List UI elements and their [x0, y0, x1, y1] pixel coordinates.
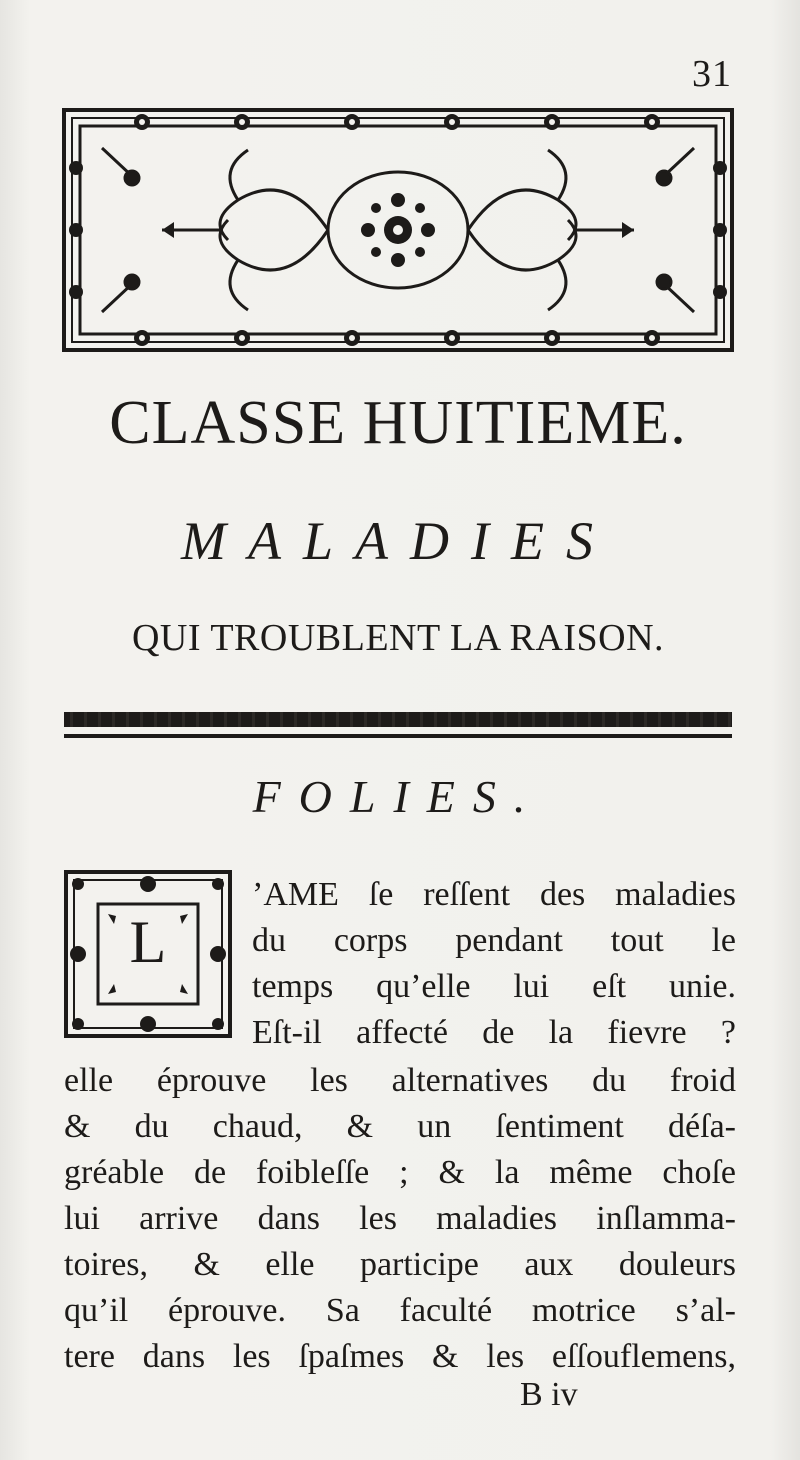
group-subheading: QUI TROUBLENT LA RAISON.	[131, 617, 665, 659]
body-text-line: qu’il éprouve. Sa faculté motrice s’al-	[64, 1292, 736, 1329]
page-number: 31	[692, 53, 732, 95]
body-text-line: temps qu’elle lui eſt unie.	[252, 968, 736, 1005]
body-text-line: gréable de foibleſſe ; & la même choſe	[64, 1154, 736, 1191]
body-text-line: toires, & elle participe aux douleurs	[64, 1246, 736, 1283]
body-text-line: lui arrive dans les maladies inſlamma-	[64, 1200, 736, 1237]
thin-rule-divider	[64, 734, 732, 738]
thick-rule-divider	[64, 712, 732, 727]
drop-initial-letter: L	[129, 909, 167, 975]
body-text-line: tere dans les ſpaſmes & les eſſouflemens,	[64, 1338, 736, 1375]
body-text-line: & du chaud, & un ſentiment déſa-	[64, 1108, 736, 1145]
body-text-line: elle éprouve les alternatives du froid	[64, 1062, 736, 1099]
section-title: FOLIES.	[252, 771, 544, 822]
body-text-line: ’AME ſe reſſent des maladies	[252, 876, 736, 913]
ornamental-headpiece	[62, 108, 734, 352]
body-text-line: du corps pendant tout le	[252, 922, 736, 959]
signature-catchword: B iv	[520, 1376, 578, 1413]
group-heading: MALADIES	[181, 511, 615, 571]
class-heading: CLASSE HUITIEME.	[109, 389, 687, 457]
body-text-line: Eſt-il affecté de la fievre ?	[252, 1014, 736, 1051]
